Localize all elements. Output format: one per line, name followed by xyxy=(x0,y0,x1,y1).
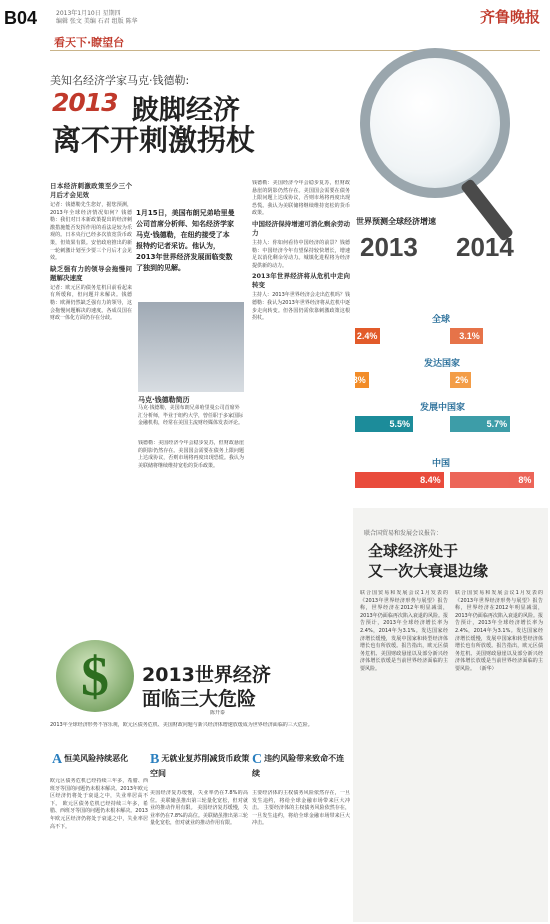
sidebar-col-1 xyxy=(360,590,448,910)
chart-title: 世界预测全球经济增速 xyxy=(356,217,436,226)
chart-bar-2014 xyxy=(450,328,483,344)
chart-bar-2014 xyxy=(450,472,534,488)
sidebar-title-1: 全球经济处于 xyxy=(368,542,459,560)
section-title: 看天下·瞭望台 xyxy=(54,36,125,49)
sidebar-text-2: 联合国贸易和发展会议1月发表的《2013年世界经济形势与展望》报告称，世界经济在2012年明显减弱，2013年仍面临再次陷入衰退的风险。报告预计，2013年全球经济增长率为2.4%，2014年为3.1%。发达国家经济增长缓慢，发展中国家和转型经济体增长也有所放缓。报告指出，欧元区债务危机、美国财政悬崖以及部分新兴经济体增长放缓是当前世界经济面临的主要风险。 xyxy=(455,590,543,672)
chart-value-label: 2% xyxy=(455,375,469,385)
intro-text: 2013年全球经济形势不容乐观，欧元区债务危机、美国财政问题与新兴经济体增速放缓成为世界经济面临的三大危险。 xyxy=(50,722,313,728)
col3-heading-2: 2013年世界经济将从危机中走向转变 xyxy=(252,272,350,290)
col3-text: 主持人：你如何看待中国经济的前景？钱德勒：中国经济今年有望保持较快增长，增速足以消化剩余劳动力。城镇化进程将为经济提供新的动力。 xyxy=(252,239,350,269)
body-3b: 主要经济体的主权债务风险依然存在，一旦发生违约，将给全球金融市场带来巨大冲击。 xyxy=(252,805,350,827)
sidebar-col-2 xyxy=(455,590,543,910)
title-part1: 跛脚经济 xyxy=(132,95,240,126)
col3-heading-1: 中国经济保持增速可消化剩余劳动力 xyxy=(252,219,350,237)
sidebar-title-2: 又一次大衰退边缘 xyxy=(368,562,489,580)
chart-bar-2013 xyxy=(355,416,413,432)
chart-value-label: 5.7% xyxy=(486,419,508,429)
title-year: 2013 xyxy=(52,88,118,117)
magnifier-icon xyxy=(360,48,510,198)
page-header xyxy=(0,0,550,52)
col1-heading-2: 缺乏强有力的领导会拖慢问题解决速度 xyxy=(50,264,132,282)
section-a-heading xyxy=(52,752,128,768)
chart-value-label: 3.1% xyxy=(459,331,480,341)
col2-text: 钱德勒：美国经济今年会稳步复苏，但财政悬崖的阴影仍然存在。美国国会需要在债务上限问题上达成协议，否则市场将再度出现恐慌。我认为美联储将继续维持宽松的货币政策。 xyxy=(138,440,244,469)
column-3 xyxy=(252,180,350,610)
letter-b-icon: B xyxy=(150,752,160,767)
section-b-title: 无就业复苏削减货币政策空间 xyxy=(150,754,250,778)
bottom-title-2: 面临三大危险 xyxy=(142,688,257,710)
bottom-title-1: 2013世界经济 xyxy=(142,664,271,686)
dollar-icon: $ xyxy=(81,646,109,708)
chart-value-label: 5.5% xyxy=(389,419,411,429)
section-c-heading xyxy=(252,752,350,779)
newspaper-logo: 齐鲁晚报 xyxy=(479,8,540,26)
date-text: 2013年1月10日 星期四 xyxy=(56,10,121,17)
letter-c-icon: C xyxy=(252,752,263,767)
chart-category-label: 发达国家 xyxy=(424,359,461,369)
section-b-text xyxy=(150,790,248,918)
byline-text: 陈开泰 xyxy=(210,710,226,716)
col1-text: 记者：钱德勒先生您好，据您预测，2013年全球经济情况如何？钱德勒：我们对日本新政策提出的经济刺激措施能否发挥作用的看法是较为乐观的。日本央行已经多次放宽货币政策，但效果有限。安倍政府推出的新一轮刺激计划至少要三个月后才会见效。 xyxy=(50,202,132,262)
section-c-title: 违约风险带来致命不连续 xyxy=(252,754,345,778)
chart-bar-2014 xyxy=(450,372,471,388)
column-1 xyxy=(50,180,132,580)
chart-value-label: 1.3% xyxy=(345,375,366,385)
chart-category-label: 发展中国家 xyxy=(420,403,466,413)
article-kicker: 美知名经济学家马克·钱德勒: xyxy=(50,74,190,87)
title-part2: 离不开刺激拐杖 xyxy=(52,123,256,157)
column-2 xyxy=(138,440,244,610)
body-1: 欧元区债务危机已经持续三年多，希腊、西班牙等国的问题仍未根本解决。2013年欧元区经济仍将处于衰退之中，失业率居高不下。 xyxy=(50,778,148,807)
photo-caption xyxy=(138,395,244,428)
section-a-text xyxy=(50,778,148,918)
body-3: 主要经济体的主权债务风险依然存在，一旦发生违约，将给全球金融市场带来巨大冲击。 xyxy=(252,790,350,812)
col1-heading-1: 日本经济刺激政策至少三个月后才会见效 xyxy=(50,182,132,199)
section-a-title: 恒美风险持续恶化 xyxy=(64,754,129,763)
chart-category-label: 中国 xyxy=(432,459,451,469)
chart-bar-2013 xyxy=(355,472,444,488)
body-1b: 欧元区债务危机已经持续三年多，希腊、西班牙等国的问题仍未根本解决。2013年欧元区经济仍将处于衰退之中，失业率居高不下。 xyxy=(50,800,148,830)
portrait-photo xyxy=(138,302,244,392)
sidebar-kicker: 联合国贸易和发展会议报告： xyxy=(364,530,443,537)
bottom-byline xyxy=(210,710,270,720)
article-lead: 1月15日，美国布朗兄弟哈里曼公司首席分析师、知名经济学家马克·钱德勒，在纽约接受了本报特约记者采访。他认为，2013年世界经济发展面临变数了独到的见解。 xyxy=(136,209,235,272)
year-label-2013: 2013 xyxy=(360,232,418,262)
body-2b: 美国经济复苏缓慢，失业率仍在7.8%的高位。美联储虽推出第三轮量化宽松，但对就业的推动作用有限。 xyxy=(150,805,248,827)
letter-a-icon: A xyxy=(52,752,63,767)
chart-value-label: 8.4% xyxy=(420,475,441,485)
col1-text-2: 记者：欧元区的债务危机目前看起来有所缓和，但问题并未解决。钱德勒：欧洲仍然缺乏强有力的领导，这会拖慢问题解决的速度。各成员国在财政一体化方面仍存在分歧。 xyxy=(50,284,132,322)
bottom-intro xyxy=(50,722,350,752)
page-number: B04 xyxy=(4,8,38,28)
chart-value-label: 8% xyxy=(518,475,532,485)
edit-text: 编辑 张文 美编 石君 组版 陈华 xyxy=(56,18,138,25)
sidebar-source: （新华） xyxy=(476,665,497,672)
col3-lead: 钱德勒：美国经济今年会稳步复苏，但财政悬崖的阴影仍然存在。美国国会需要在债务上限问题上达成协议，否则市场将再度出现恐慌。我认为美联储将继续维持宽松的货币政策。 xyxy=(252,180,350,217)
body-2: 美国经济复苏缓慢，失业率仍在7.8%的高位。美联储虽推出第三轮量化宽松，但对就业的推动作用有限。 xyxy=(150,790,248,812)
date-line xyxy=(56,10,138,26)
section-c-text xyxy=(252,790,350,918)
chart-bar-2013 xyxy=(345,372,369,388)
caption-text: 马克·钱德勒，美国布朗兄弟哈里曼公司首席外汇分析师，毕业于纽约大学，曾任职于多家国际金融机构，经常在美国主流财经媒体发表评论。 xyxy=(138,405,244,426)
sidebar-text-1: 联合国贸易和发展会议1月发表的《2013年世界经济形势与展望》报告称，世界经济在2012年明显减弱，2013年仍面临再次陷入衰退的风险。报告预计，2013年全球经济增长率为2.4%，2014年为3.1%。发达国家经济增长缓慢，发展中国家和转型经济体增长也有所放缓。报告指出，欧元区债务危机、美国财政悬崖以及部分新兴经济体增长放缓是当前世界经济面临的主要风险。 xyxy=(360,590,448,672)
section-b-heading xyxy=(150,752,250,779)
chart-value-label: 2.4% xyxy=(356,331,378,341)
caption-title: 马克·钱德勒简历 xyxy=(138,396,190,404)
header-rule xyxy=(50,50,540,51)
chart-bar-2013 xyxy=(355,328,380,344)
year-label-2014: 2014 xyxy=(456,232,514,262)
chart-bar-2014 xyxy=(450,416,510,432)
col3-text-2: 主持人：2013年世界经济会走出危机吗？钱德勒：我认为2013年世界经济将从危机中逐步走向转变。但各国仍需依靠刺激政策这根拐杖。 xyxy=(252,292,350,322)
chart-category-label: 全球 xyxy=(432,315,451,325)
